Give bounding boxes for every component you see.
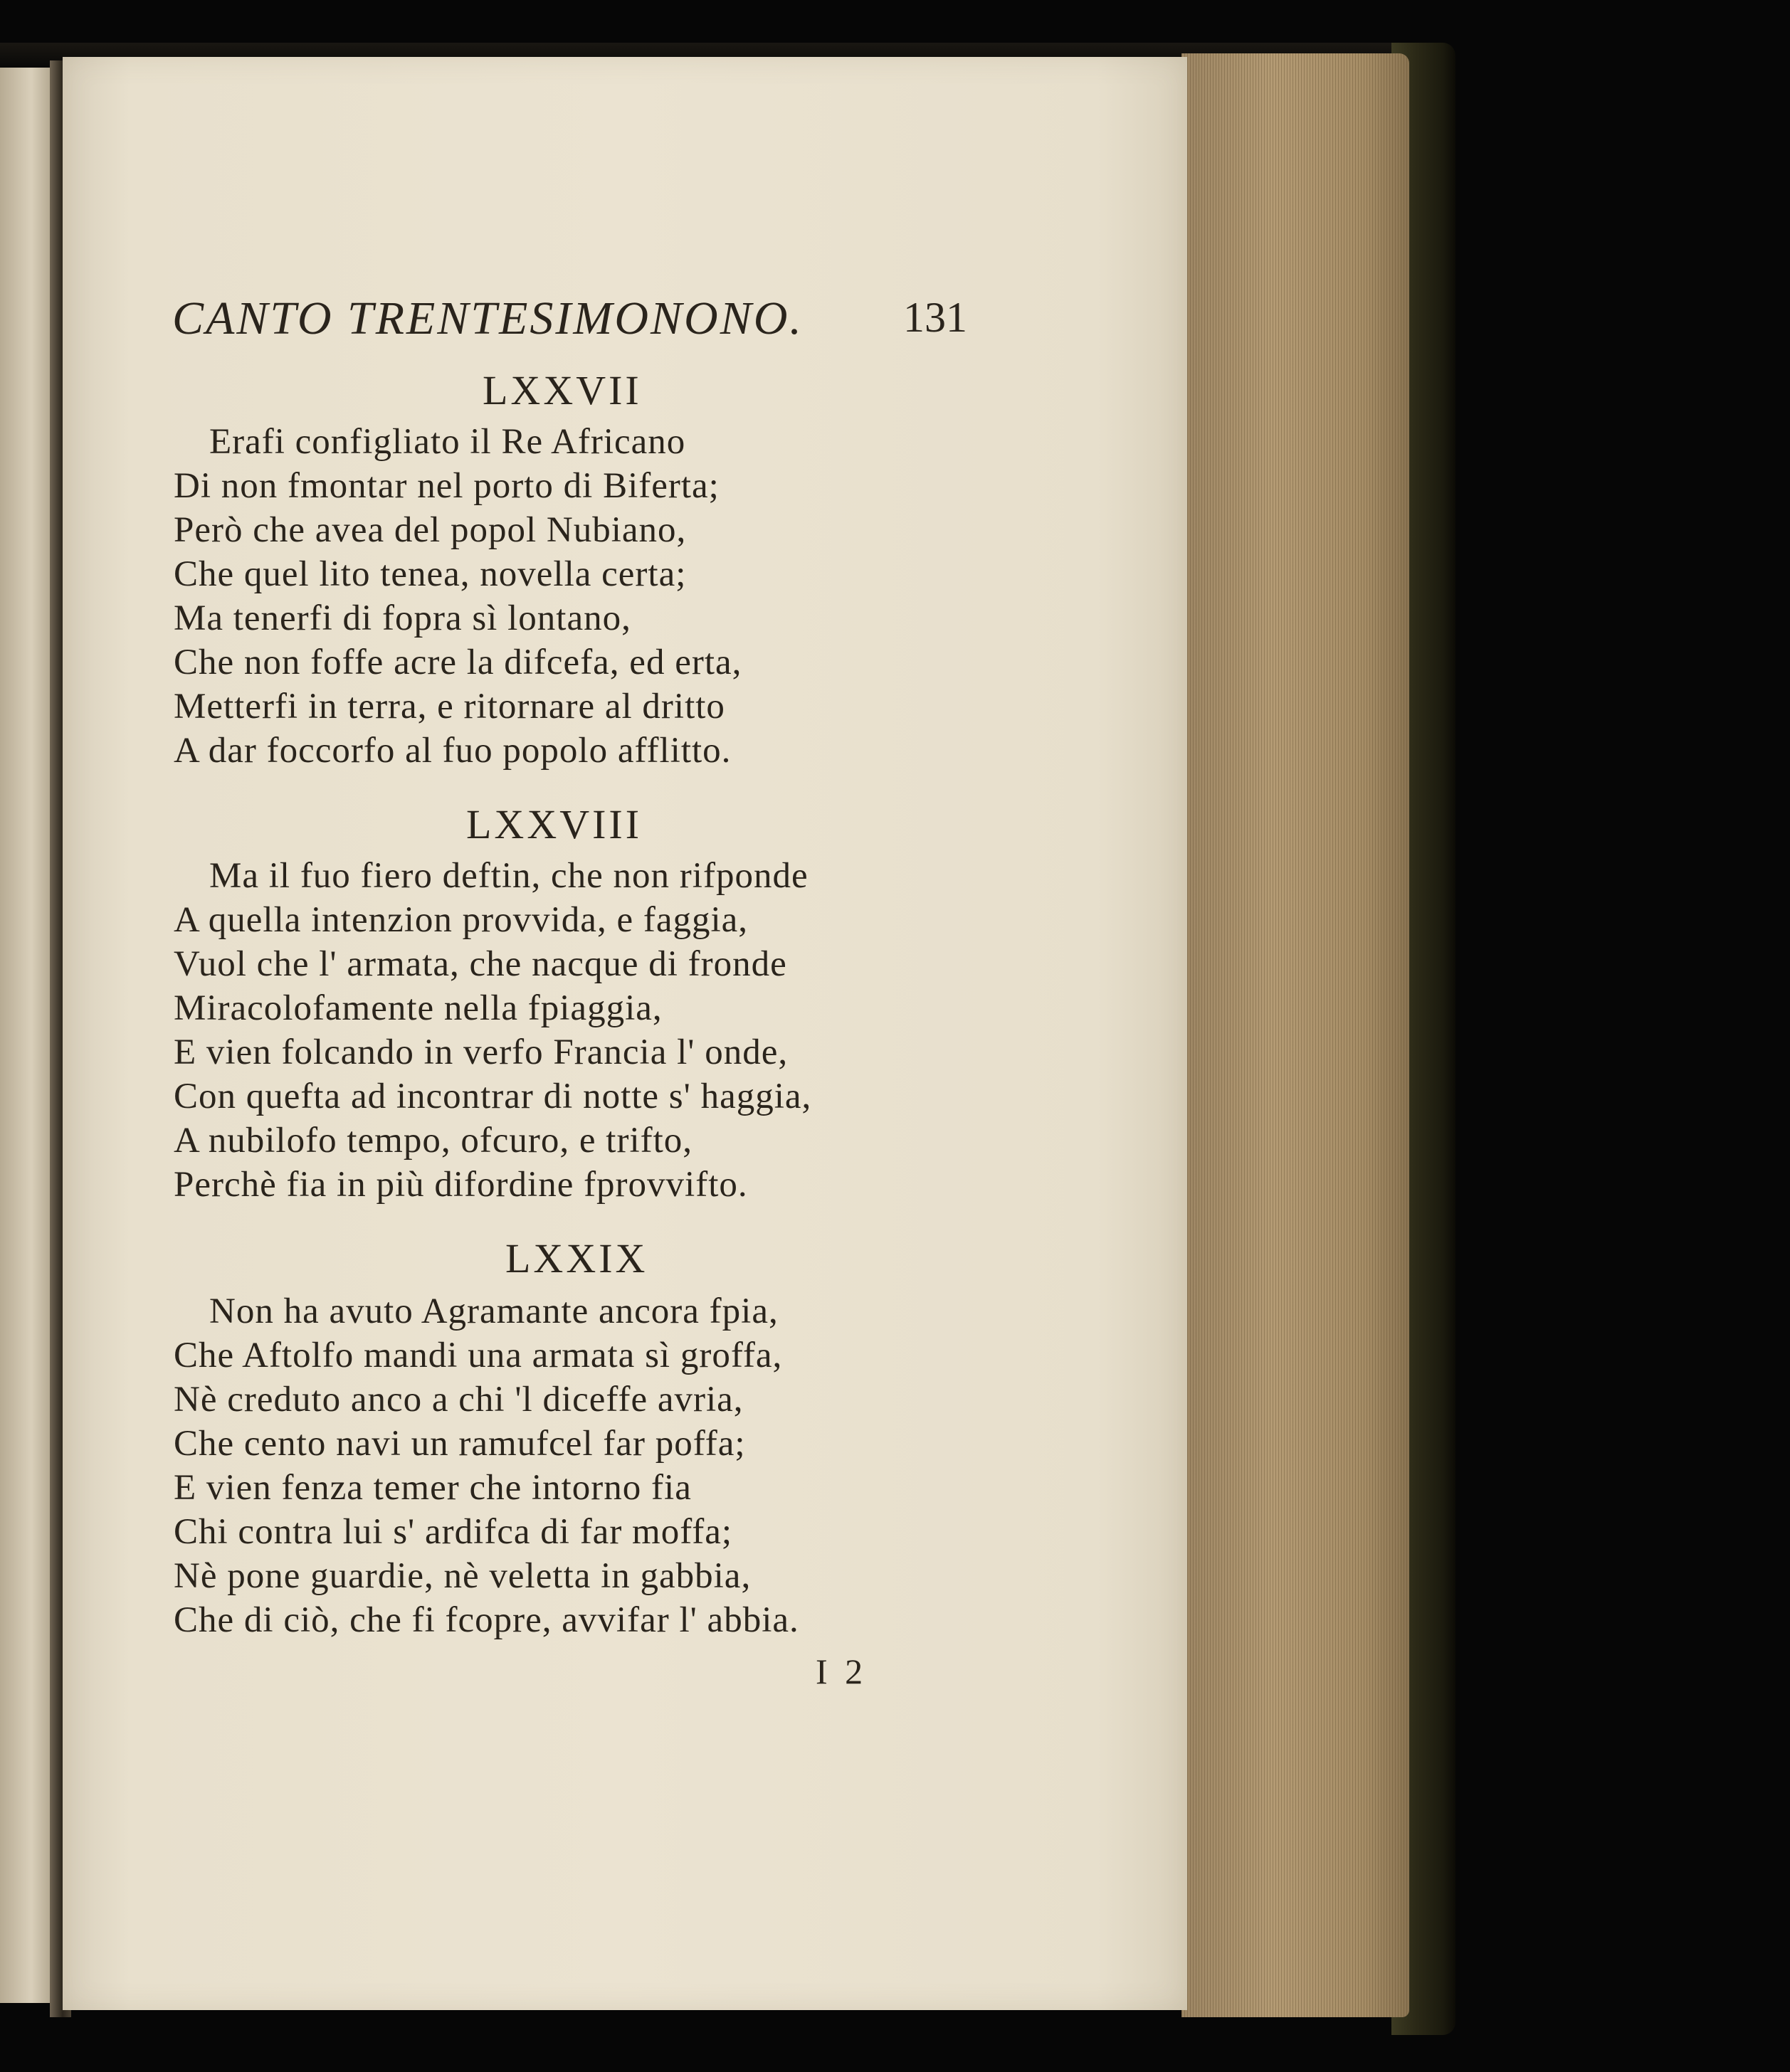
facing-page-edge — [0, 68, 57, 2003]
verse-line: Che quel lito tenea, novella certa; — [174, 554, 687, 594]
verse-line: Erafi configliato il Re Africano — [209, 422, 686, 462]
verse-line: Che non foffe acre la difcefa, ed erta, — [174, 643, 742, 682]
verse-line: Che cento navi un ramufcel far poffa; — [174, 1424, 746, 1464]
stanza-verse — [174, 854, 811, 1207]
signature-mark: I 2 — [816, 1651, 868, 1691]
verse-line: Perchè fia in più difordine fprovvifto. — [174, 1165, 748, 1205]
verse-line: A quella intenzion provvida, e faggia, — [174, 900, 749, 940]
stanza-number: LXXIX — [505, 1235, 648, 1281]
verse-line: E vien fenza temer che intorno fia — [174, 1468, 692, 1508]
verse-line: A dar foccorfo al fuo popolo afflitto. — [174, 731, 732, 771]
verse-line: Nè pone guardie, nè veletta in gabbia, — [174, 1556, 752, 1596]
verse-line: Però che avea del popol Nubiano, — [174, 510, 687, 550]
verse-line: Nè creduto anco a chi 'l diceffe avria, — [174, 1380, 744, 1420]
running-head — [172, 292, 991, 349]
stanza-number: LXXVIII — [466, 801, 643, 847]
verse-line: Miracolofamente nella fpiaggia, — [174, 988, 663, 1028]
stanza-verse — [174, 1289, 799, 1642]
running-title: CANTO TRENTESIMONONO. — [172, 292, 804, 344]
verse-line: Ma tenerfi di fopra sì lontano, — [174, 598, 631, 638]
verse-line: Che Aftolfo mandi una armata sì groffa, — [174, 1336, 783, 1375]
verse-line: Che di ciò, che fi fcopre, avvifar l' abbia. — [174, 1600, 799, 1640]
verse-line: Di non fmontar nel porto di Biferta; — [174, 466, 720, 506]
stanza-verse — [174, 420, 742, 773]
verse-line: E vien folcando in verfo Francia l' onde, — [174, 1032, 789, 1072]
page-block-edges — [1181, 53, 1409, 2017]
verse-line: Vuol che l' armata, che nacque di fronde — [174, 944, 787, 984]
verse-line: Ma il fuo fiero deftin, che non rifponde — [209, 856, 809, 896]
stanza-number: LXXVII — [483, 367, 642, 413]
verse-line: Con quefta ad incontrar di notte s' haggia, — [174, 1077, 812, 1116]
verse-line: Metterfi in terra, e ritornare al dritto — [174, 687, 725, 726]
verse-line: A nubilofo tempo, ofcuro, e trifto, — [174, 1121, 693, 1161]
verse-line: Non ha avuto Agramante ancora fpia, — [209, 1291, 779, 1331]
page-number: 131 — [903, 294, 967, 341]
verse-line: Chi contra lui s' ardifca di far moffa; — [174, 1512, 733, 1552]
